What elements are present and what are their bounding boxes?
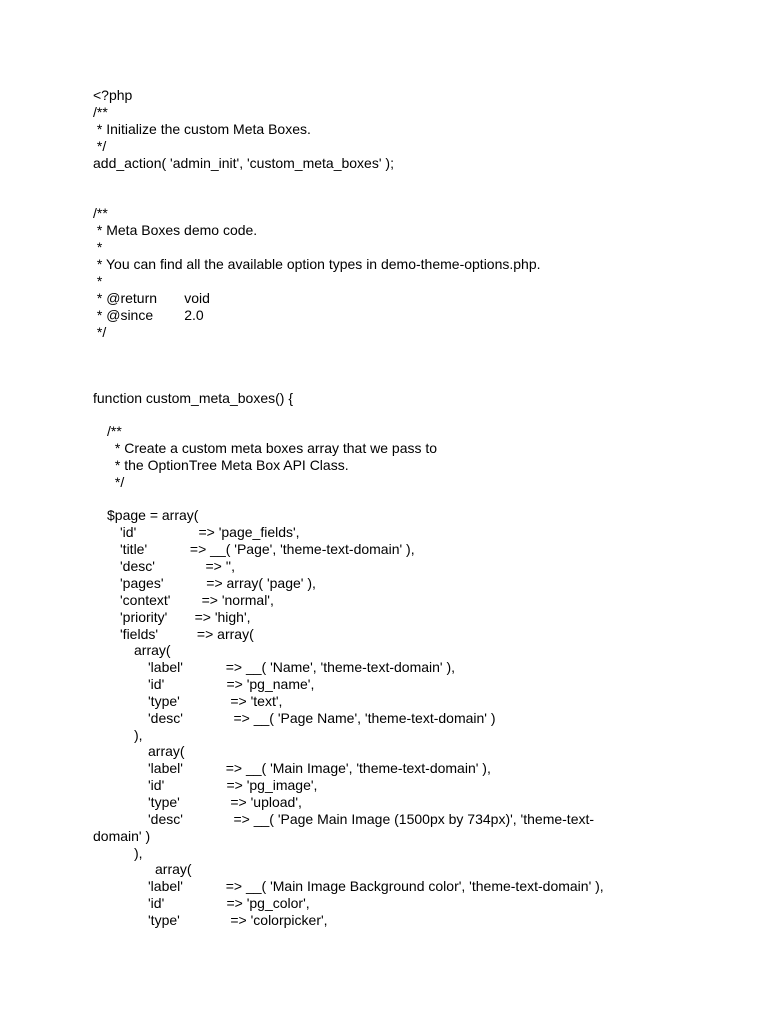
code-line: 'desc' => __( 'Page Main Image (1500px by 734px)', 'theme-text- [148, 811, 595, 827]
code-line: array( [134, 642, 171, 658]
code-line: */ [111, 474, 125, 490]
code-line: /** [93, 104, 108, 120]
code-line: */ [93, 324, 107, 340]
code-line: ), [134, 845, 143, 861]
code-line: 'id' => 'page_fields', [120, 524, 300, 540]
code-line: 'context' => 'normal', [120, 592, 274, 608]
code-line: 'fields' => array( [120, 626, 254, 642]
code-line: * @since 2.0 [93, 307, 204, 323]
code-line: ), [134, 727, 143, 743]
code-line: 'desc' => __( 'Page Name', 'theme-text-domain' ) [148, 710, 496, 726]
code-line: * [93, 239, 103, 255]
code-line: * @return void [93, 290, 210, 306]
code-line: array( [155, 861, 192, 877]
code-line: 'id' => 'pg_color', [148, 895, 310, 911]
code-line: 'label' => __( 'Main Image', 'theme-text-domain' ), [148, 760, 491, 776]
code-line: 'type' => 'upload', [148, 794, 302, 810]
code-line: <?php [93, 87, 133, 103]
code-line: 'priority' => 'high', [120, 609, 251, 625]
code-line: 'desc' => '', [120, 558, 235, 574]
code-line: * Initialize the custom Meta Boxes. [93, 121, 311, 137]
code-line: 'id' => 'pg_name', [148, 676, 315, 692]
code-line: add_action( 'admin_init', 'custom_meta_boxes' ); [93, 155, 394, 171]
code-line: array( [148, 743, 185, 759]
code-line: * You can find all the available option types in demo-theme-options.php. [93, 256, 541, 272]
code-line: 'title' => __( 'Page', 'theme-text-domain' ), [120, 541, 415, 557]
code-line: 'id' => 'pg_image', [148, 777, 318, 793]
code-line: 'label' => __( 'Name', 'theme-text-domain' ), [148, 659, 456, 675]
code-line: */ [93, 138, 107, 154]
code-line: /** [107, 423, 122, 439]
code-line: $page = array( [107, 507, 199, 523]
code-line: 'type' => 'colorpicker', [148, 912, 328, 928]
code-line: * Create a custom meta boxes array that we pass to [111, 440, 438, 456]
code-line: /** [93, 205, 108, 221]
code-line: 'label' => __( 'Main Image Background color', 'theme-text-domain' ), [148, 878, 604, 894]
code-line: * the OptionTree Meta Box API Class. [111, 457, 349, 473]
code-line: 'type' => 'text', [148, 693, 283, 709]
code-line: function custom_meta_boxes() { [93, 390, 293, 406]
code-line: * Meta Boxes demo code. [93, 222, 258, 238]
code-line: 'pages' => array( 'page' ), [120, 575, 316, 591]
code-line: * [93, 273, 103, 289]
code-line: domain' ) [93, 828, 151, 844]
